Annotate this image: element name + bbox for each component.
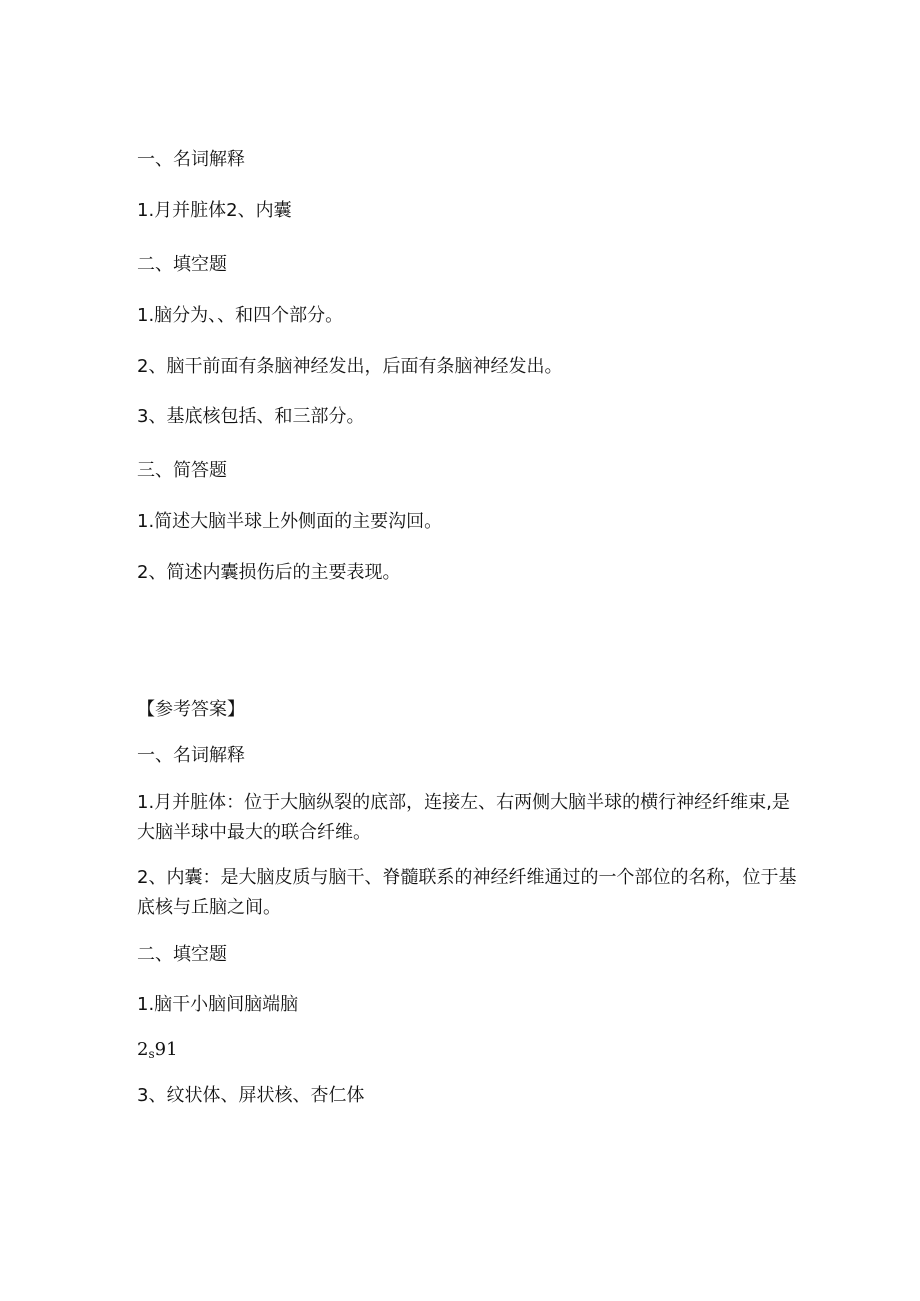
questions-section-3-heading: 三、简答题 (137, 460, 227, 481)
answers-section-1-item-1: 1.月并脏体：位于大脑纵裂的底部，连接左、右两侧大脑半球的横行神经纤维束,是大脑半球中最大的联合纤维。 (137, 792, 790, 843)
answers-item-2-rest: 91 (154, 1039, 178, 1060)
answers-item-2-lead: 2 (137, 1039, 149, 1060)
questions-section-1-heading: 一、名词解释 (137, 149, 245, 170)
answers-title: 【参考答案】 (137, 699, 245, 720)
questions-section-3-item-1: 1.简述大脑半球上外侧面的主要沟回。 (137, 511, 443, 532)
questions-section-2-heading: 二、填空题 (137, 254, 227, 275)
answers-section-2-item-3: 3、纹状体、屏状核、杏仁体 (137, 1085, 365, 1106)
questions-section-2-item-2: 2、脑干前面有条脑神经发出，后面有条脑神经发出。 (137, 356, 563, 377)
questions-section-3-item-2: 2、简述内囊损伤后的主要表现。 (137, 562, 401, 583)
questions-section-2-item-1: 1.脑分为、、和四个部分。 (137, 305, 344, 326)
questions-section-1-item-1: 1.月并脏体2、内囊 (137, 200, 292, 221)
answers-section-2-item-1: 1.脑干小脑间脑端脑 (137, 994, 299, 1015)
answers-section-2-heading: 二、填空题 (137, 944, 227, 965)
answers-section-1-item-2: 2、内囊：是大脑皮质与脑干、脊髓联系的神经纤维通过的一个部位的名称，位于基底核与丘脑之间。 (137, 867, 797, 918)
answers-section-2-item-2 (137, 1035, 178, 1069)
questions-section-2-item-3: 3、基底核包括、和三部分。 (137, 406, 365, 427)
answers-item-2-subscript: s (148, 1047, 155, 1061)
answers-section-1-heading: 一、名词解释 (137, 745, 245, 766)
